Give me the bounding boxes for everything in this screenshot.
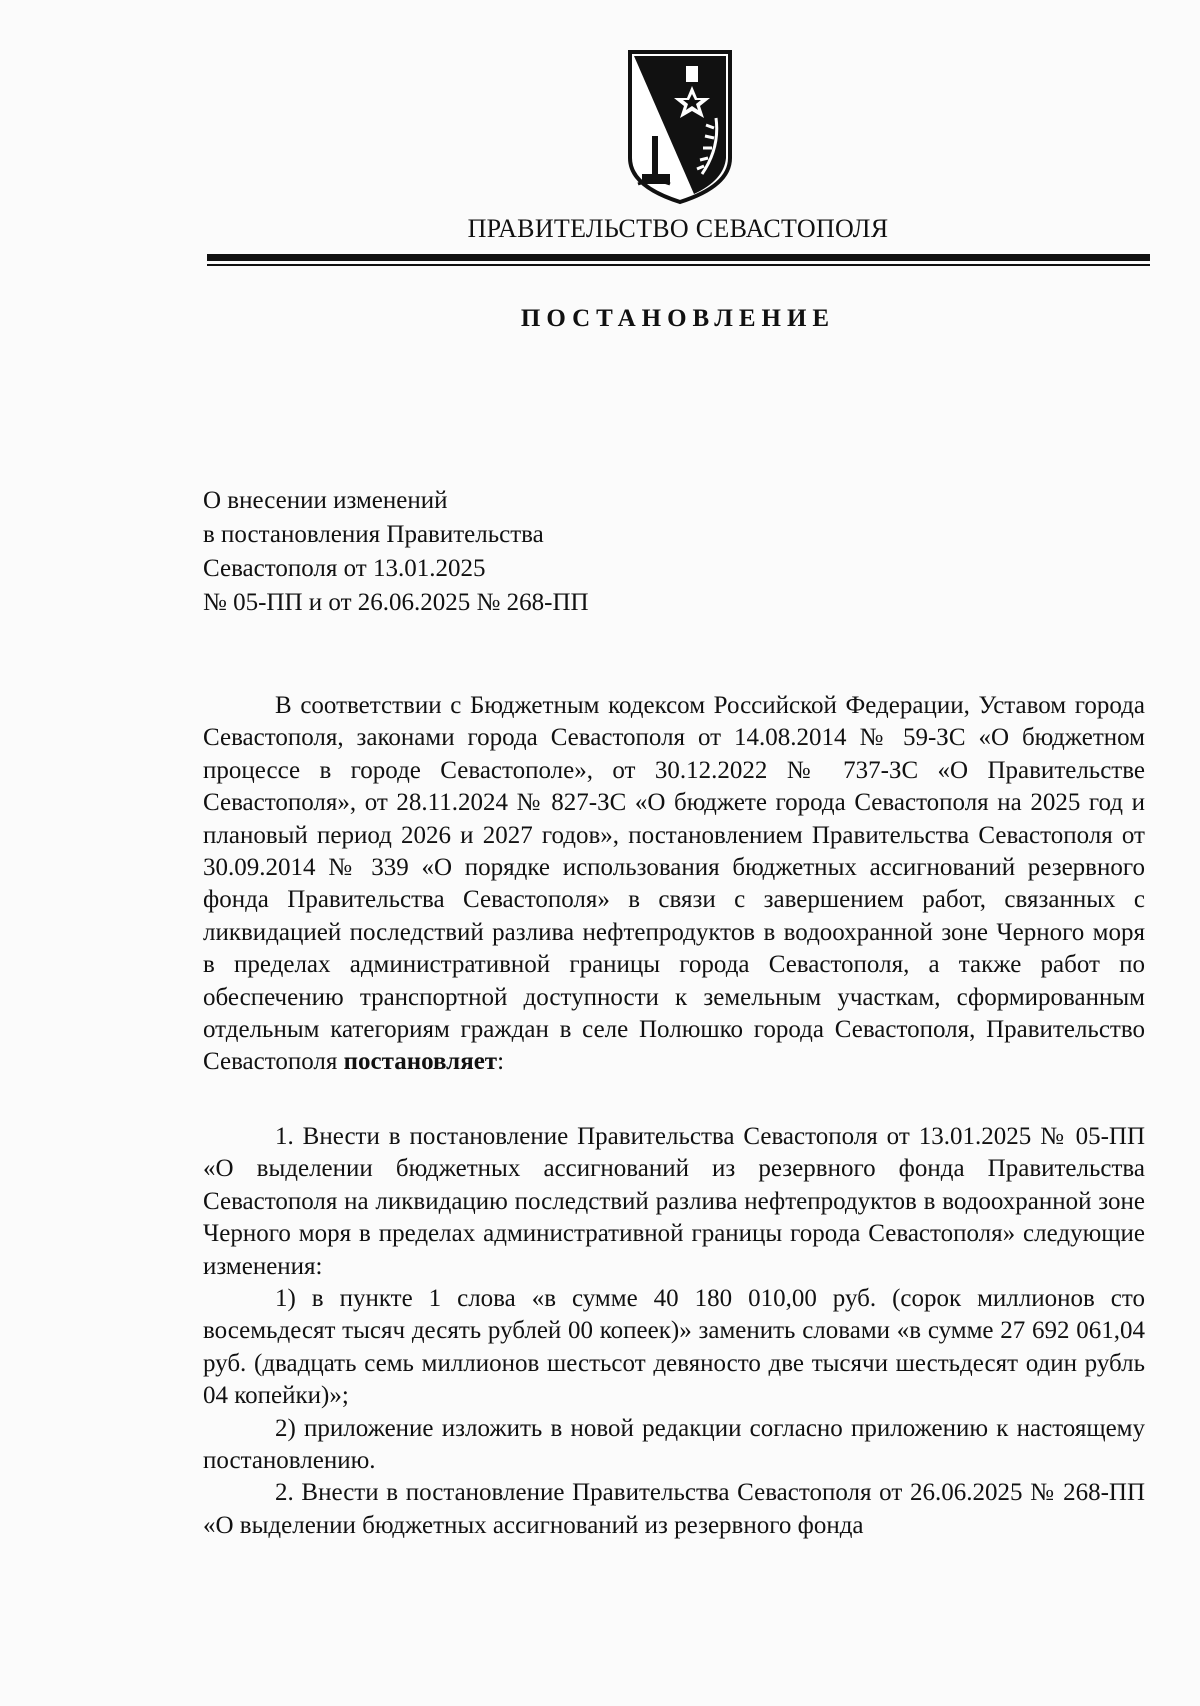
subject-line-2: в постановления Правительства [203, 521, 544, 548]
header-rule-thick [207, 254, 1150, 261]
subject-line-4: № 05-ПП и от 26.06.2025 № 268-ПП [203, 589, 589, 616]
document-title: ПОСТАНОВЛЕНИЕ [520, 305, 836, 332]
issuing-authority: ПРАВИТЕЛЬСТВО СЕВАСТОПОЛЯ [467, 214, 889, 243]
document-body [203, 690, 1145, 1542]
subject-line-3: Севастополя от 13.01.2025 [203, 555, 486, 582]
item-1: 1. Внести в постановление Правительства Севастополя от 13.01.2025 № 05-ПП «О выделении бюджетных ассигнований из резервного фонда Правительства Севастополя на ликвидацию последствий разлива нефтепродуктов в водоохранной зоне Черного моря в пределах административной границы города Севастополя» следующие изменения: [203, 1122, 1145, 1280]
item-1-subitem-2: 2) приложение изложить в новой редакции согласно приложению к настоящему постановлению. [203, 1414, 1145, 1474]
document-subject [203, 484, 589, 620]
decree-word: постановляет [343, 1048, 498, 1076]
item-2: 2. Внести в постановление Правительства Севастополя от 26.06.2025 № 268-ПП «О выделении бюджетных ассигнований из резервного фонда [203, 1479, 1145, 1539]
preamble-paragraph [203, 690, 1145, 1079]
preamble-text: В соответствии с Бюджетным кодексом Российской Федерации, Уставом города Севастополя, законами города Севастополя от 14.08.2014 № 59-ЗС «О бюджетном процессе в городе Севастополе», от 30.12.2022 № 737-ЗС «О Правительстве Севастополя», от 28.11.2024 № 827-ЗС «О бюджете города Севастополя на 2025 год и плановый период 2026 и 2027 годов», постановлением Правительства Севастополя от 30.09.2014 № 339 «О порядке использования бюджетных ассигнований резервного фонда Правительства Севастополя» в связи с завершением работ, связанных с ликвидацией последствий разлива нефтепродуктов в водоохранной зоне Черного моря в пределах административной границы города Севастополя, а также работ по обеспечению транспортной доступности к земельным участкам, сформированным отдельным категориям граждан в селе Полюшко города Севастополя, Правительство Севастополя [203, 692, 1145, 1076]
preamble-colon: : [497, 1048, 505, 1076]
coat-of-arms-emblem [624, 48, 736, 206]
subject-line-1: О внесении изменений [203, 487, 448, 514]
item-1-subitem-1: 1) в пункте 1 слова «в сумме 40 180 010,00 руб. (сорок миллионов сто восемьдесят тысяч десять рублей 00 копеек)» заменить словами «в сумме 27 692 061,04 руб. (двадцать семь миллионов шестьсот девяносто две тысячи шестьдесят один рубль 04 копейки)»; [203, 1284, 1145, 1410]
header-rule-thin [207, 264, 1150, 266]
